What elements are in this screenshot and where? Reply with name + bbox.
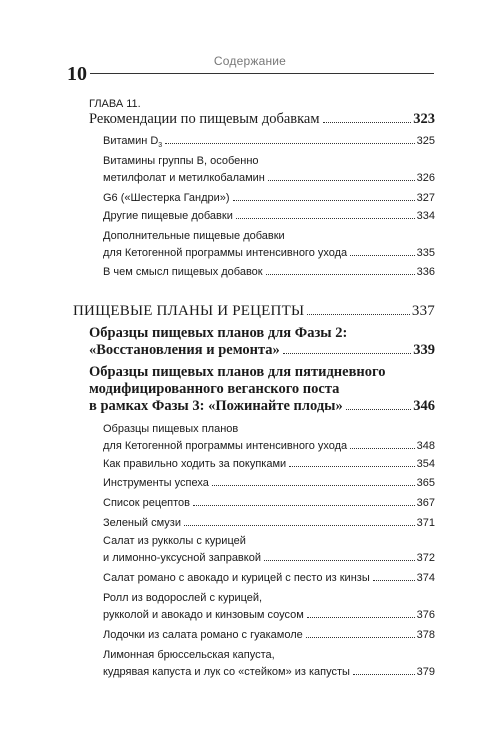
- entry-title-line: в рамках Фазы 3: «Пожинайте плоды»: [89, 398, 343, 414]
- dot-leader: [264, 560, 415, 561]
- dot-leader: [346, 409, 412, 410]
- toc-entry[interactable]: [103, 228, 435, 262]
- toc-entry[interactable]: [103, 647, 435, 681]
- dot-leader: [184, 525, 415, 526]
- entry-title: G6 («Шестерка Гандри»): [103, 192, 230, 204]
- dot-leader: [307, 617, 415, 618]
- dot-leader: [268, 180, 415, 181]
- dot-leader: [307, 314, 410, 315]
- page-number: 10: [67, 63, 87, 85]
- entry-page: 334: [416, 210, 435, 222]
- entry-page: 379: [416, 666, 435, 678]
- toc-entry-section[interactable]: [89, 325, 435, 359]
- dot-leader: [165, 143, 414, 144]
- toc-entry[interactable]: [103, 570, 435, 587]
- entry-title-line: метилфолат и метилкобаламин: [103, 172, 265, 184]
- dot-leader: [350, 448, 414, 449]
- entry-title-line: для Кетогенной программы интенсивного ухода: [103, 440, 348, 452]
- entry-page: 346: [413, 398, 435, 414]
- toc-entry[interactable]: [103, 264, 435, 281]
- dot-leader: [373, 580, 415, 581]
- toc-entry[interactable]: [103, 190, 435, 207]
- toc-entry[interactable]: [103, 421, 435, 455]
- entry-title: Другие пищевые добавки: [103, 210, 233, 222]
- entry-page: 365: [416, 477, 435, 489]
- dot-leader: [289, 466, 414, 467]
- dot-leader: [266, 274, 415, 275]
- entry-page: 376: [416, 609, 435, 621]
- toc-entry-part[interactable]: [73, 302, 435, 320]
- toc-entry[interactable]: [103, 475, 435, 492]
- toc-entry[interactable]: [103, 495, 435, 512]
- entry-title-line: Ролл из водорослей с курицей,: [103, 592, 263, 604]
- entry-title-line: и лимонно-уксусной заправкой: [103, 552, 261, 564]
- entry-page: 371: [416, 517, 435, 529]
- entry-title-line: для Кетогенной программы интенсивного ухода: [103, 247, 348, 259]
- header-title: Содержание: [213, 54, 287, 68]
- dot-leader: [353, 674, 415, 675]
- toc-entry[interactable]: [103, 208, 435, 225]
- entry-page: 327: [416, 192, 435, 204]
- entry-title-line: Образцы пищевых планов: [103, 423, 239, 435]
- toc-entry-chapter-11[interactable]: [89, 111, 435, 128]
- entry-title-line: рукколой и авокадо и кинзовым соусом: [103, 609, 304, 621]
- toc-entry[interactable]: [103, 533, 435, 567]
- entry-page: 354: [416, 458, 435, 470]
- dot-leader: [236, 218, 415, 219]
- toc-entry[interactable]: [103, 153, 435, 187]
- entry-title: Салат романо с авокадо и курицей с песто из кинзы: [103, 572, 370, 584]
- dot-leader: [193, 505, 415, 506]
- entry-title: ПИЩЕВЫЕ ПЛАНЫ И РЕЦЕПТЫ: [73, 303, 305, 319]
- entry-page: 348: [416, 440, 435, 452]
- entry-page: 367: [416, 497, 435, 509]
- toc-entry[interactable]: [103, 627, 435, 644]
- toc-entry[interactable]: [103, 133, 435, 154]
- entry-title: Список рецептов: [103, 497, 191, 509]
- entry-title-line: Лимонная брюссельская капуста,: [103, 649, 275, 661]
- entry-title-line: Образцы пищевых планов для Фазы 2:: [89, 325, 348, 341]
- entry-page: 325: [416, 135, 435, 147]
- entry-title: Инструменты успеха: [103, 477, 209, 489]
- dot-leader: [233, 200, 415, 201]
- entry-page: 336: [416, 266, 435, 278]
- entry-title-line: Салат из рукколы с курицей: [103, 535, 246, 547]
- toc-entry[interactable]: [103, 590, 435, 624]
- entry-title: Зеленый смузи: [103, 517, 181, 529]
- entry-title: В чем смысл пищевых добавок: [103, 266, 263, 278]
- dot-leader: [323, 122, 412, 123]
- entry-title-line: модифицированного веганского поста: [89, 381, 340, 397]
- dot-leader: [306, 637, 415, 638]
- entry-page: 335: [416, 247, 435, 259]
- entry-title: Витамин $D_3$: [103, 135, 163, 150]
- toc-entry-section[interactable]: [89, 364, 435, 415]
- entry-title-line: «Восстановления и ремонта»: [89, 342, 280, 358]
- entry-page: 337: [411, 303, 435, 319]
- chapter-label: ГЛАВА 11.: [89, 98, 141, 110]
- entry-page: 378: [416, 629, 435, 641]
- entry-page: 326: [416, 172, 435, 184]
- entry-title-line: Витамины группы В, особенно: [103, 155, 259, 167]
- entry-title-line: Дополнительные пищевые добавки: [103, 230, 285, 242]
- dot-leader: [350, 255, 414, 256]
- dot-leader: [212, 485, 415, 486]
- entry-title-line: Образцы пищевых планов для пятидневного: [89, 364, 386, 380]
- entry-title: Лодочки из салата романо с гуакамоле: [103, 629, 303, 641]
- entry-title: Рекомендации по пищевым добавкам: [89, 111, 320, 127]
- entry-title-line: кудрявая капуста и лук со «стейком» из капусты: [103, 666, 350, 678]
- toc-entry[interactable]: [103, 456, 435, 473]
- dot-leader: [283, 353, 411, 354]
- entry-page: 339: [413, 342, 435, 358]
- entry-title: Как правильно ходить за покупками: [103, 458, 287, 470]
- header-divider: [90, 73, 434, 74]
- entry-page: 374: [416, 572, 435, 584]
- entry-page: 323: [413, 111, 435, 127]
- toc-entry[interactable]: [103, 515, 435, 532]
- entry-page: 372: [416, 552, 435, 564]
